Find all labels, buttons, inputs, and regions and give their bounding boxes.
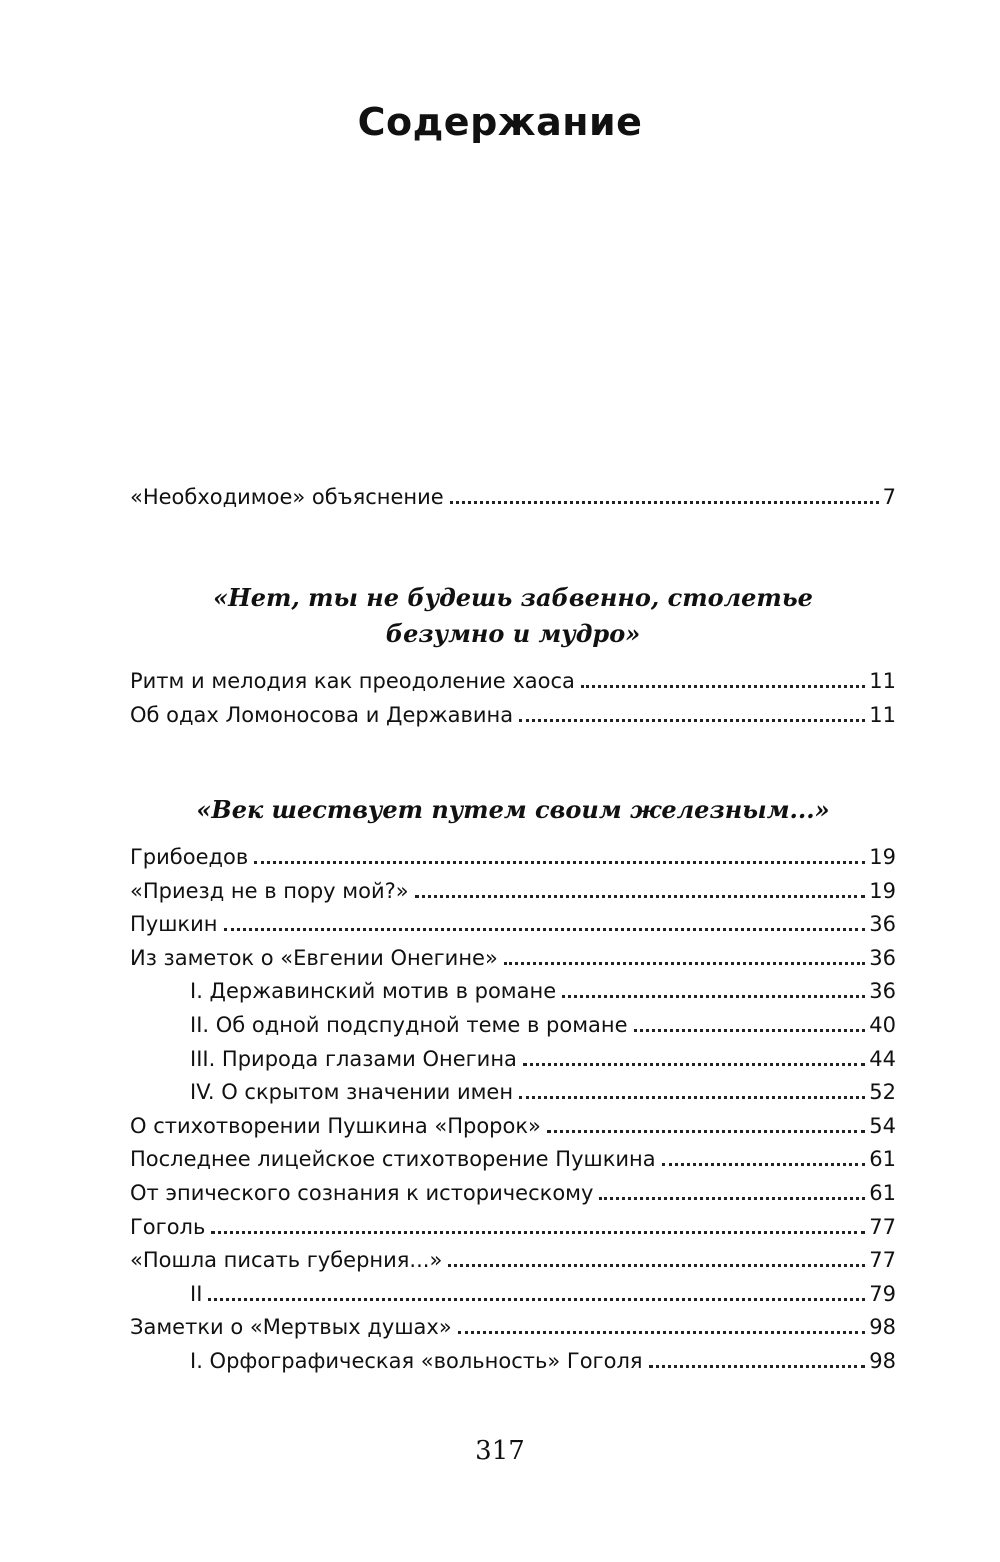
toc-entry	[130, 875, 896, 909]
page-number: 317	[475, 1436, 525, 1466]
toc-entry-title: Из заметок о «Евгении Онегине»	[130, 945, 498, 970]
toc-leader-dots	[599, 1196, 865, 1200]
toc-entry	[130, 908, 896, 942]
toc-entry-page: 44	[869, 1046, 896, 1071]
toc-entry-page: 11	[869, 669, 896, 693]
toc-entry	[130, 1244, 896, 1278]
toc-subentry	[130, 1009, 896, 1043]
toc-subentry	[130, 1043, 896, 1077]
toc-entry-title: Последнее лицейское стихотворение Пушкина	[130, 1147, 656, 1172]
toc-entry-page: 77	[869, 1214, 896, 1239]
section-heading-line: «Век шествует путем своим железным...»	[196, 795, 830, 824]
toc-leader-dots	[415, 894, 866, 898]
toc-leader-dots	[519, 718, 865, 722]
section-heading-line: «Нет, ты не будешь забвенно, столетье	[213, 583, 813, 612]
toc-leader-dots	[562, 994, 865, 998]
toc-entry	[130, 1143, 896, 1177]
toc-subentry	[130, 975, 896, 1009]
toc-leader-dots	[519, 1095, 865, 1099]
toc-entry-title: «Необходимое» объяснение	[130, 485, 444, 509]
toc-leader-dots	[224, 927, 866, 931]
section-heading	[130, 792, 896, 828]
toc-section-2	[130, 841, 896, 1379]
toc-intro	[130, 481, 896, 515]
toc-entry	[130, 665, 896, 699]
toc-entry-page: 11	[869, 702, 896, 727]
toc-entry-page: 36	[869, 912, 896, 937]
toc-entry-title: Об одах Ломоносова и Державина	[130, 702, 514, 727]
toc-section-1	[130, 665, 896, 732]
toc-entry-title: «Пошла писать губерния...»	[130, 1248, 443, 1273]
toc-leader-dots	[547, 1129, 865, 1133]
toc-leader-dots	[211, 1230, 865, 1234]
toc-entry-title: «Приезд не в пору мой?»	[130, 878, 409, 903]
toc-entry-page: 98	[869, 1315, 896, 1340]
toc-entry-title: О стихотворении Пушкина «Пророк»	[130, 1113, 541, 1138]
toc-entry-title: IV. О скрытом значении имен	[190, 1080, 514, 1105]
toc-entry-page: 54	[869, 1113, 896, 1138]
toc-leader-dots	[649, 1364, 866, 1368]
toc-leader-dots	[581, 684, 865, 688]
toc-subentry	[130, 1278, 896, 1312]
page-title: Содержание	[357, 100, 643, 144]
toc-entry-title: От эпического сознания к историческому	[130, 1180, 594, 1205]
toc-entry-title: III. Природа глазами Онегина	[190, 1046, 517, 1071]
toc-entry-page: 7	[882, 485, 896, 509]
toc-entry-page: 52	[869, 1080, 896, 1105]
toc-entry	[130, 942, 896, 976]
toc-entry-page: 77	[869, 1248, 896, 1273]
toc-leader-dots	[662, 1162, 866, 1166]
toc-entry-page: 40	[869, 1012, 896, 1037]
toc-entry-page: 61	[869, 1147, 896, 1172]
toc-entry	[130, 481, 896, 515]
section-heading-line: безумно и мудро»	[385, 619, 641, 648]
toc-entry-title: Пушкин	[130, 912, 218, 937]
toc-entry-page: 98	[869, 1348, 896, 1373]
toc-entry-title: Заметки о «Мертвых душах»	[130, 1315, 452, 1340]
toc-entry-page: 19	[869, 845, 896, 869]
toc-subentry	[130, 1076, 896, 1110]
toc-entry-page: 36	[869, 979, 896, 1004]
toc-leader-dots	[448, 1263, 865, 1267]
toc-entry-title: II	[190, 1281, 203, 1306]
toc-entry	[130, 1110, 896, 1144]
toc-entry-page: 61	[869, 1180, 896, 1205]
toc-entry	[130, 699, 896, 733]
toc-leader-dots	[208, 1297, 865, 1301]
toc-entry	[130, 841, 896, 875]
toc-leader-dots	[458, 1330, 866, 1334]
toc-leader-dots	[523, 1062, 865, 1066]
toc-entry	[130, 1177, 896, 1211]
toc-entry-title: II. Об одной подспудной теме в романе	[190, 1012, 628, 1037]
toc-entry-page: 19	[869, 878, 896, 903]
toc-entry-page: 79	[869, 1281, 896, 1306]
toc-leader-dots	[254, 860, 865, 864]
toc-entry-title: Грибоедов	[130, 845, 249, 869]
toc-entry	[130, 1311, 896, 1345]
toc-entry-title: Гоголь	[130, 1214, 206, 1239]
toc-entry-title: I. Державинский мотив в романе	[190, 979, 557, 1004]
toc-entry	[130, 1211, 896, 1245]
toc-leader-dots	[504, 961, 865, 965]
toc-subentry	[130, 1345, 896, 1379]
toc-entry-title: I. Орфографическая «вольность» Гоголя	[190, 1348, 643, 1373]
section-heading	[130, 580, 896, 652]
toc-leader-dots	[634, 1028, 866, 1032]
toc-entry-page: 36	[869, 945, 896, 970]
toc-entry-title: Ритм и мелодия как преодоление хаоса	[130, 669, 575, 693]
toc-leader-dots	[450, 500, 879, 504]
